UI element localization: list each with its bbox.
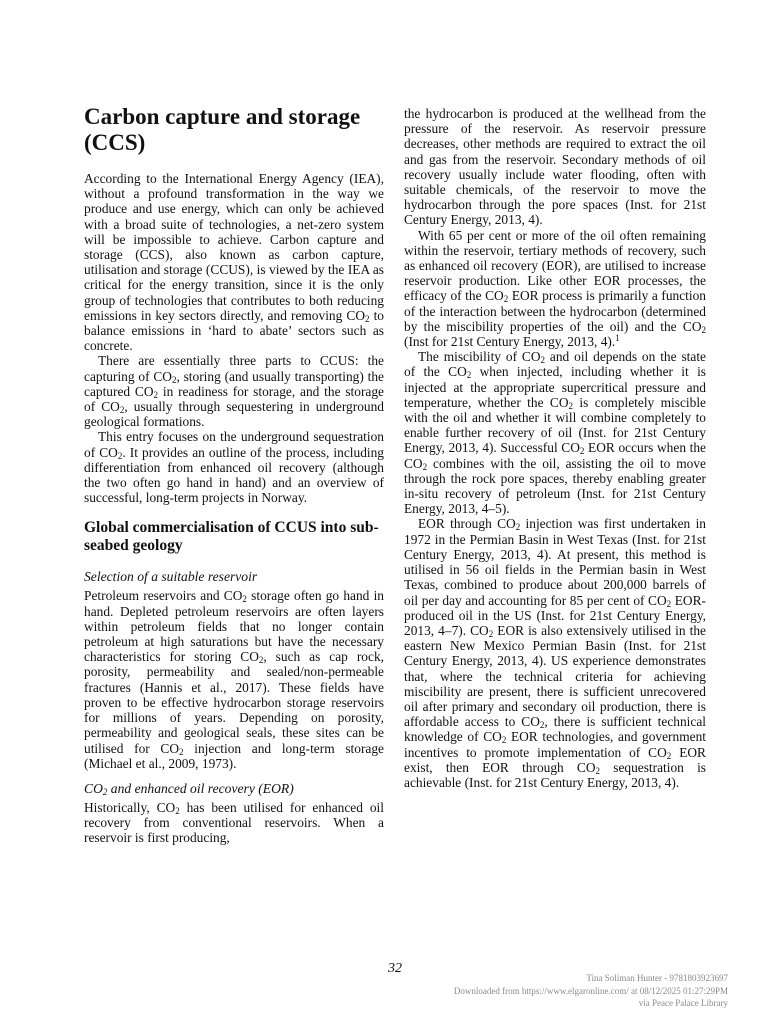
intro-paragraph-1: According to the International Energy Agency (IEA), without a profound transformation in the way we produce and use energy, which can only be achieved with a broad suite of technologies, a net-zero system will be impossible to achieve. Carbon capture and storage (CCS), also known as carbon capture, utilisation and storage (CCUS), is viewed by the IEA as critical for the energy transition, since it is the only group of technologies that contributes to both reducing emissions in key sectors directly, and removing $CO_2$ to balance emissions in ‘hard to abate’ sectors such as concrete.	[84, 171, 385, 354]
right-paragraph-3: The miscibility of $CO_2$ and oil depends on the state of the $CO_2$ when injected, including whether it is injected at the appropriate supercritical pressure and temperature, whether the $CO_2$ is completely miscible with the oil and whether it will combine completely to enable further recovery of oil (Inst. for 21st Century Energy, 2013, 4). Successful $CO_2$ EOR occurs when the $CO_2$ combines with the oil, assisting the oil to move through the rock pore spaces, thereby enabling greater in-situ recovery of petroleum (Inst. for 21st Century Energy, 2013, 4–5).	[404, 349, 707, 517]
eor-paragraph: Historically, $CO_2$ has been utilised for enhanced oil recovery from conventional reservoirs. When a reservoir is first producing,	[84, 799, 384, 846]
section-heading: Global commercialisation of CCUS into sub-seabed geology	[84, 519, 379, 555]
page-number: 32	[388, 961, 402, 976]
right-paragraph-1: the hydrocarbon is produced at the wellhead from the pressure of the reservoir. As reservoir pressure decreases, other methods are required to extract the oil and gas from the reservoir. Secondary methods of oil recovery usually include water flooding, often with suitable chemicals, of the reservoir to move the hydrocarbon through the pore spaces (Inst. for 21st Century Energy, 2013, 4).	[404, 106, 706, 228]
subsection-heading-eor: $CO_2$ and enhanced oil recovery (EOR)	[84, 780, 294, 797]
left-column	[84, 104, 384, 846]
reservoir-paragraph: Petroleum reservoirs and $CO_2$ storage often go hand in hand. Depleted petroleum reservoirs are often layers within petroleum fields that no longer contain petroleum at high saturations but have the necessary characteristics for storing $CO_2$, such as cap rock, porosity, permeability and sealed/non-permeable fractures (Hannis et al., 2017). These fields have proven to be effective hydrocarbon storage reservoirs for millions of years. Depending on porosity, permeability and geological seals, these sites can be utilised for $CO_2$ injection and long-term storage (Michael et al., 2009, 1973).	[84, 588, 384, 771]
footer-author-isbn: Tina Soliman Hunter - 9781803923697	[586, 973, 728, 983]
subsection-heading-reservoir: Selection of a suitable reservoir	[84, 569, 258, 585]
intro-paragraph-2: There are essentially three parts to CCUS: the capturing of $CO_2$, storing (and usually transporting) the captured $CO_2$ in readiness for storage, and the storage of $CO_2$, usually through sequestering in underground geological formations.	[84, 353, 385, 430]
footnote-marker[interactable]: 1	[615, 333, 620, 344]
right-paragraph-2: With 65 per cent or more of the oil often remaining within the reservoir, tertiary methods of recovery, such as enhanced oil recovery (EOR), are utilised to increase reservoir production. Like other EOR processes, the efficacy of the $CO_2$ EOR process is primarily a function of the interaction between the hydrocarbon (determined by the miscibility properties of the oil) and the $CO_2$ (Inst for 21st Century Energy, 2013, 4).$^1$	[404, 227, 706, 350]
footer-library: via Peace Palace Library	[638, 998, 728, 1008]
footer-download-info[interactable]: Downloaded from https://www.elgaronline.com/ at 08/12/2025 01:27:29PM	[453, 985, 728, 996]
intro-paragraph-3: This entry focuses on the underground sequestration of $CO_2$. It provides an outline of the process, including differentiation from enhanced oil recovery (although the two often go hand in hand) and an overview of successful, long-term projects in Norway.	[84, 429, 385, 506]
right-paragraph-4: EOR through $CO_2$ injection was first undertaken in 1972 in the Permian Basin in West Texas (Inst. for 21st Century Energy, 2013, 4). At present, this method is utilised in 56 oil fields in the Permian basin in West Texas, combined to produce about 200,000 barrels of oil per day and accounting for 85 per cent of $CO_2$ EOR-produced oil in the US (Inst. for 21st Century Energy, 2013, 4–7). $CO_2$ EOR is also extensively utilised in the eastern New Mexico Permian Basin (Inst. for 21st Century Energy, 2013, 4). US experience demonstrates that, where the technical criteria for achieving miscibility are present, there is sufficient unrecovered oil after primary and secondary oil production, there is affordable access to $CO_2$, there is sufficient technical knowledge of $CO_2$ EOR technologies, and government incentives to promote implementation of $CO_2$ EOR exist, then EOR through $CO_2$ sequestration is achievable (Inst. for 21st Century Energy, 2013, 4).	[404, 516, 707, 790]
download-footer	[368, 972, 728, 1010]
right-column	[404, 106, 706, 790]
article-title: Carbon capture and storage (CCS)	[84, 104, 361, 155]
